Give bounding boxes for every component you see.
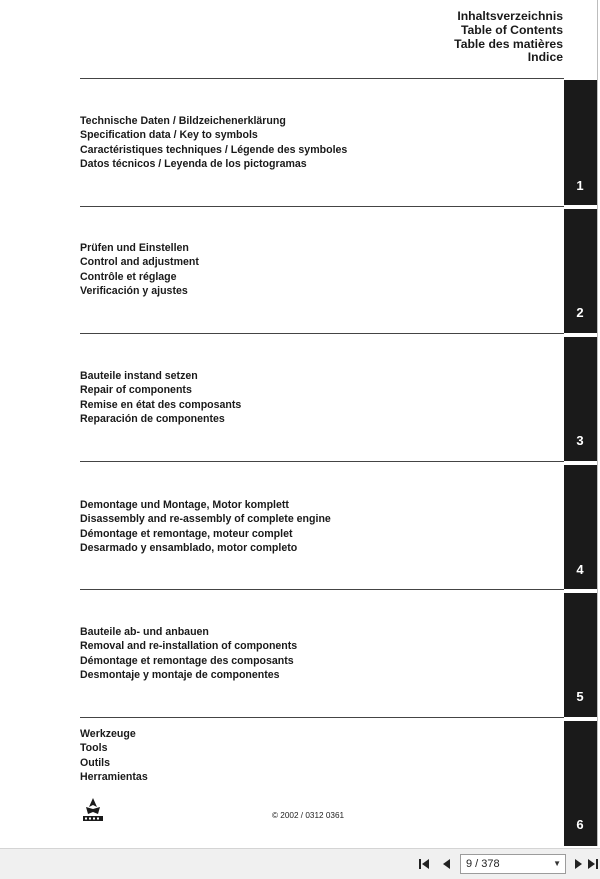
section-line: Datos técnicos / Leyenda de los pictogramas (80, 158, 307, 171)
first-page-icon (417, 857, 431, 871)
section-number: 4 (576, 562, 584, 577)
section-line: Repair of components (80, 384, 192, 397)
section-line: Desarmado y ensamblado, motor completo (80, 542, 298, 555)
section-line: Caractéristiques techniques / Légende des symboles (80, 143, 348, 156)
section-line: Bauteile ab- und anbauen (80, 626, 209, 638)
section-line: Control and adjustment (80, 256, 199, 269)
prev-page-button[interactable] (436, 854, 456, 874)
section-line: Remise en état des composants (80, 398, 242, 411)
section-entry-1 (80, 114, 347, 172)
section-entry-5 (80, 625, 297, 683)
section-line: Prüfen und Einstellen (80, 242, 189, 254)
section-divider (80, 717, 564, 718)
header-title-de: Inhaltsverzeichnis (457, 9, 563, 23)
page-indicator: 9 / 378 (466, 858, 500, 870)
section-line: Outils (80, 756, 111, 769)
section-line: Specification data / Key to symbols (80, 129, 258, 142)
deutz-logo-icon (80, 797, 106, 823)
prev-page-icon (439, 857, 453, 871)
header-title-fr: Table des matières (454, 36, 563, 51)
page-selector[interactable] (460, 854, 566, 874)
section-line: Werkzeuge (80, 728, 136, 740)
header-title-en: Table of Contents (460, 22, 563, 37)
next-page-icon (572, 857, 586, 871)
section-line: Tools (80, 742, 108, 755)
chevron-down-icon: ▼ (553, 859, 561, 868)
section-number: 3 (576, 433, 584, 448)
section-line: Reparación de componentes (80, 413, 225, 426)
first-page-button[interactable] (414, 854, 434, 874)
section-divider (80, 206, 564, 207)
section-entry-6 (80, 727, 148, 785)
last-page-icon (586, 857, 600, 871)
section-line: Demontage und Montage, Motor komplett (80, 499, 289, 511)
section-number: 6 (576, 817, 584, 832)
section-line: Bauteile instand setzen (80, 370, 198, 382)
page-header (454, 10, 563, 65)
section-divider (80, 333, 564, 334)
header-title-es: Indice (527, 50, 563, 65)
section-entry-4 (80, 498, 331, 556)
section-line: Technische Daten / Bildzeichenerklärung (80, 115, 286, 127)
section-entry-3 (80, 369, 241, 427)
section-number: 5 (576, 689, 584, 704)
section-line: Contrôle et réglage (80, 270, 177, 283)
section-line: Verificación y ajustes (80, 285, 188, 298)
section-line: Démontage et remontage, moteur complet (80, 527, 293, 540)
section-line: Démontage et remontage des composants (80, 654, 294, 667)
section-line: Desmontaje y montaje de componentes (80, 669, 280, 682)
section-divider (80, 78, 564, 79)
section-line: Removal and re-installation of components (80, 640, 298, 653)
viewer-toolbar (0, 848, 600, 879)
last-page-button[interactable] (586, 854, 600, 874)
section-divider (80, 589, 564, 590)
copyright-text: © 2002 / 0312 0361 (272, 811, 345, 820)
section-line: Herramientas (80, 771, 148, 784)
section-divider (80, 461, 564, 462)
section-number: 2 (576, 305, 584, 320)
section-entry-2 (80, 241, 199, 299)
section-number: 1 (576, 178, 584, 193)
section-line: Disassembly and re-assembly of complete engine (80, 513, 331, 526)
